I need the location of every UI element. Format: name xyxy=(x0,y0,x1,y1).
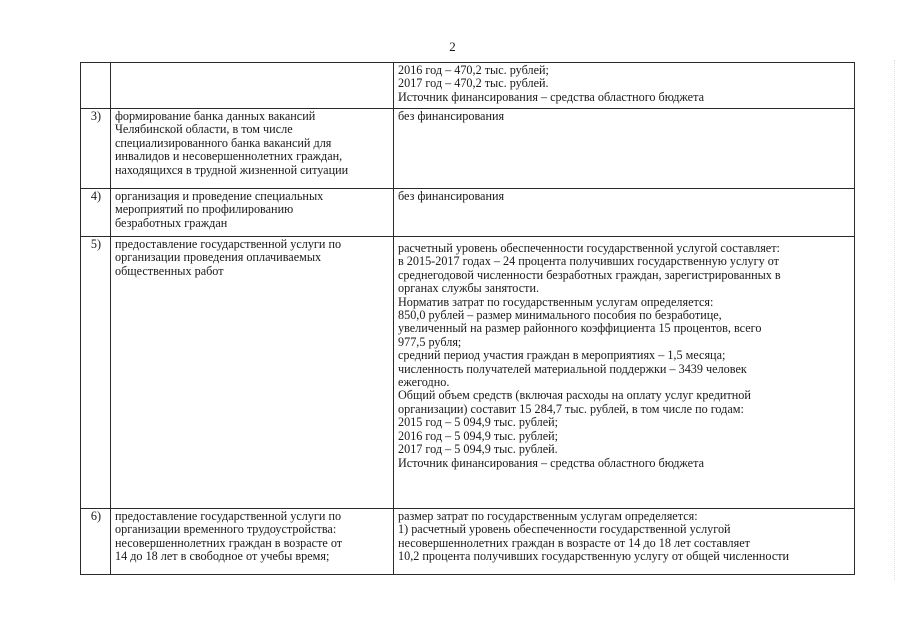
table-row xyxy=(81,109,855,189)
description-line: организации проведения оплачиваемых xyxy=(115,250,322,265)
financing-line: размер затрат по государственным услугам определяется: xyxy=(398,509,698,523)
description-line: находящихся в трудной жизненной ситуации xyxy=(115,162,349,177)
table-row xyxy=(81,189,855,237)
row-number: 3) xyxy=(81,109,111,189)
page-number: 2 xyxy=(449,39,456,54)
measures-table xyxy=(80,62,855,575)
financing-line: расчетный уровень обеспеченности государственной услугой составляет: xyxy=(398,241,780,255)
financing-description xyxy=(394,189,855,237)
financing-line: без финансирования xyxy=(398,189,505,203)
financing-line: численность получателей материальной поддержки – 3439 человек xyxy=(398,361,747,376)
financing-line: в 2015-2017 годах – 24 процента получивших государственную услугу от xyxy=(398,254,779,269)
table-row xyxy=(81,237,855,509)
row-number: 4) xyxy=(81,189,111,237)
financing-line: несовершеннолетних граждан в возрасте от 14 до 18 лет составляет xyxy=(398,535,750,550)
financing-line: 977,5 рубля; xyxy=(398,334,462,349)
description-line: организации временного трудоустройства: xyxy=(115,522,337,537)
financing-line: увеличенный на размер районного коэффициента 15 процентов, всего xyxy=(398,321,762,336)
description-line: специализированного банка вакансий для xyxy=(115,135,332,150)
financing-line: средний период участия граждан в мероприятиях – 1,5 месяца; xyxy=(398,348,726,363)
measure-description xyxy=(111,237,394,509)
financing-line: среднегодовой численности безработных граждан, зарегистрированных в xyxy=(398,267,781,282)
financing-line: 2017 год – 470,2 тыс. рублей. xyxy=(398,76,549,91)
financing-line: ежегодно. xyxy=(398,375,450,390)
description-line: мероприятий по профилированию xyxy=(115,202,294,217)
financing-description xyxy=(394,63,855,109)
description-line: общественных работ xyxy=(115,263,224,278)
financing-line: Источник финансирования – средства областного бюджета xyxy=(398,455,704,470)
financing-line: 2016 год – 470,2 тыс. рублей; xyxy=(398,63,549,77)
row-number: 5) xyxy=(81,237,111,509)
description-line: Челябинской области, в том числе xyxy=(115,122,293,137)
table-body xyxy=(81,63,855,575)
financing-description xyxy=(394,237,855,509)
measure-description xyxy=(111,509,394,575)
description-line: предоставление государственной услуги по xyxy=(115,509,342,523)
table-row xyxy=(81,509,855,575)
financing-description xyxy=(394,109,855,189)
financing-line: органах службы занятости. xyxy=(398,281,540,296)
financing-line: 1) расчетный уровень обеспеченности государственной услугой xyxy=(398,522,731,537)
financing-line: 2016 год – 5 094,9 тыс. рублей; xyxy=(398,428,559,443)
description-line: несовершеннолетних граждан в возрасте от xyxy=(115,535,343,550)
row-number xyxy=(81,63,111,109)
description-line: инвалидов и несовершеннолетних граждан, xyxy=(115,149,343,164)
measure-description xyxy=(111,63,394,109)
financing-line: 2017 год – 5 094,9 тыс. рублей. xyxy=(398,442,558,457)
financing-line: без финансирования xyxy=(398,109,505,123)
financing-line: 850,0 рублей – размер минимального пособия по безработице, xyxy=(398,308,722,323)
description-line: предоставление государственной услуги по xyxy=(115,237,342,251)
description-line: формирование банка данных вакансий xyxy=(115,109,316,123)
financing-line: 2015 год – 5 094,9 тыс. рублей; xyxy=(398,415,559,430)
table-row xyxy=(81,63,855,109)
row-number: 6) xyxy=(81,509,111,575)
description-line: организация и проведение специальных xyxy=(115,189,324,203)
financing-line: Источник финансирования – средства областного бюджета xyxy=(398,89,704,104)
financing-line: Норматив затрат по государственным услугам определяется: xyxy=(398,294,714,309)
financing-line: Общий объем средств (включая расходы на оплату услуг кредитной xyxy=(398,388,751,403)
financing-line: организации) составит 15 284,7 тыс. рублей, в том числе по годам: xyxy=(398,401,744,416)
description-line: 14 до 18 лет в свободное от учебы время; xyxy=(115,549,330,564)
measure-description xyxy=(111,189,394,237)
financing-line: 10,2 процента получивших государственную услугу от общей численности xyxy=(398,549,790,564)
financing-description xyxy=(394,509,855,575)
scan-margin-artifact xyxy=(892,60,895,580)
description-line: безработных граждан xyxy=(115,215,228,230)
measure-description xyxy=(111,109,394,189)
